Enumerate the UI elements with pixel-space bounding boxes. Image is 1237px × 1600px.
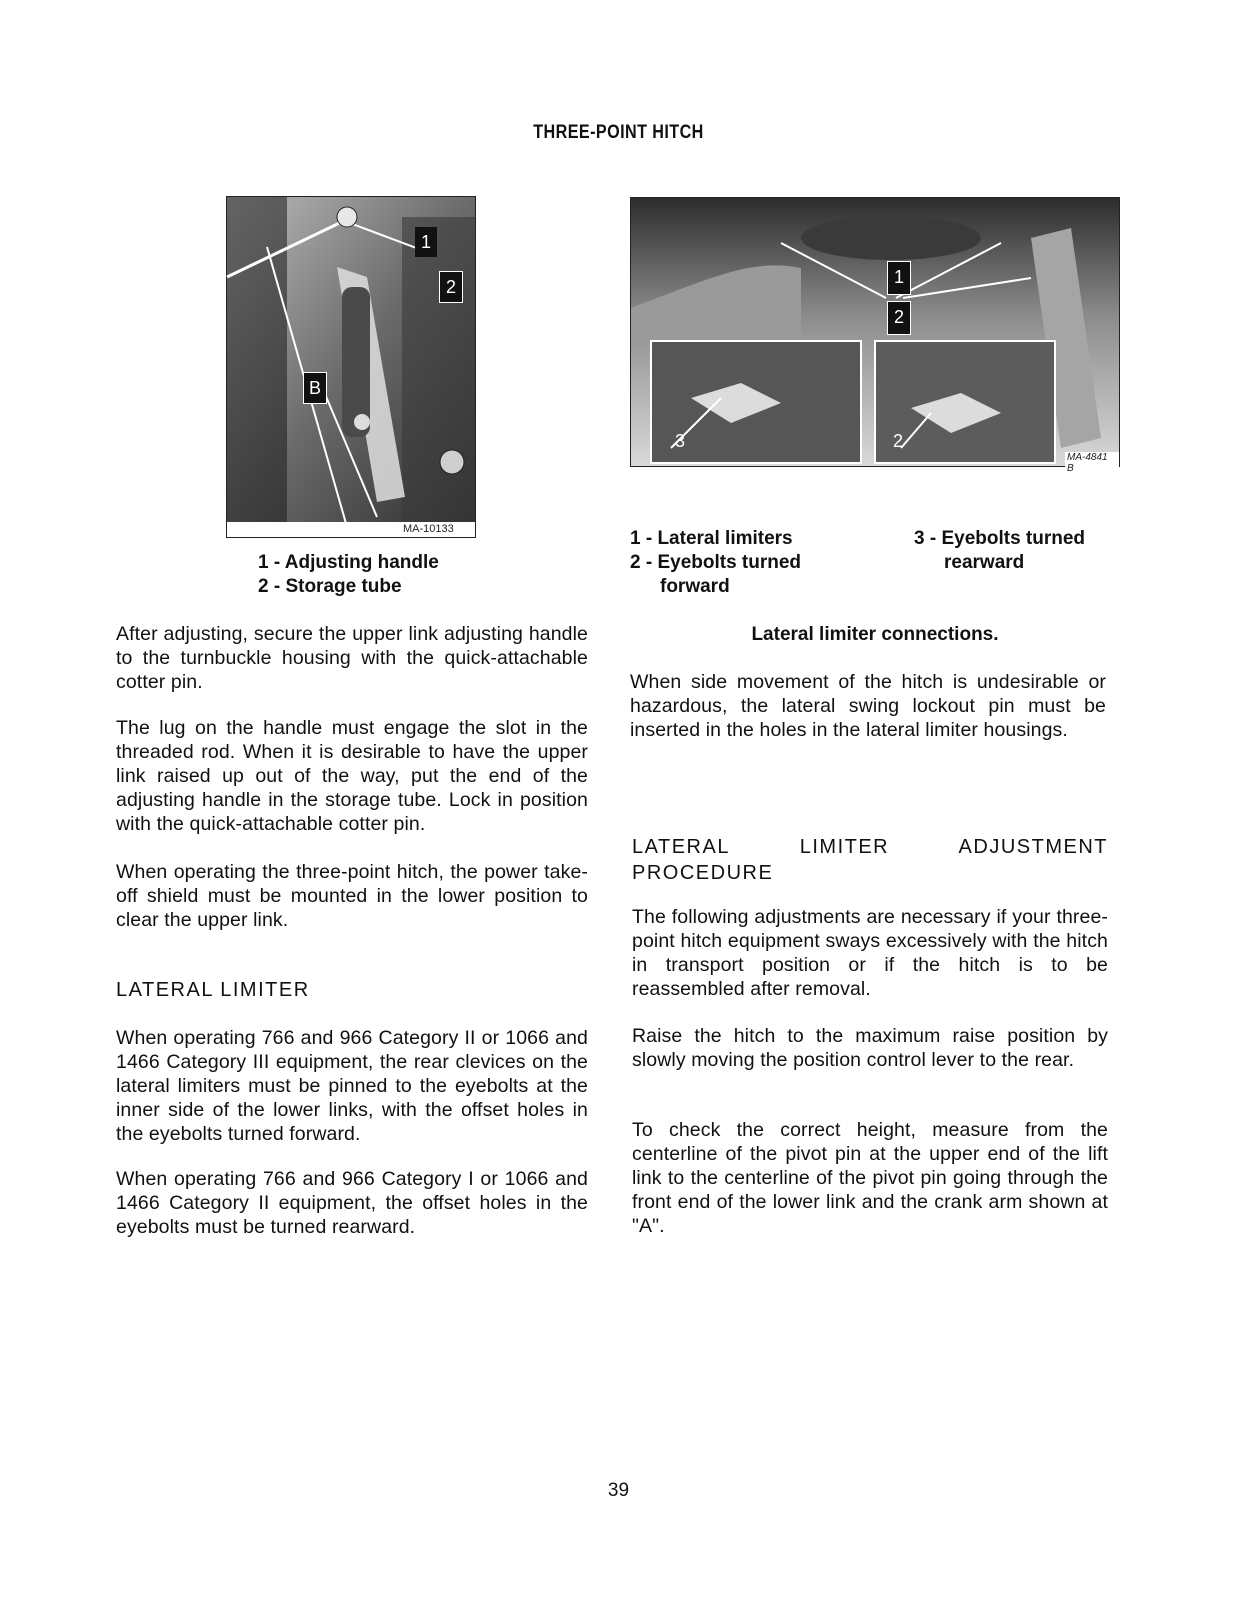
page-number: 39 — [607, 1480, 630, 1501]
adjusting-handle-photo — [226, 196, 476, 538]
section-heading: LATERAL LIMITER ADJUSTMENT PROCEDURE — [632, 836, 1108, 884]
caption-eyebolts-forward: 2 - Eyebolts turned — [630, 552, 802, 573]
figure-title: Lateral limiter connections. — [751, 624, 999, 645]
page-title: THREE-POINT HITCH — [533, 122, 704, 143]
callout-2: 2 — [887, 301, 911, 335]
figure-stamp: MA-4841 B — [1065, 452, 1119, 474]
inset-label-3: 3 — [675, 431, 686, 451]
callout-1: 1 — [887, 261, 911, 295]
caption-eyebolts-rearward: 3 - Eyebolts turned — [914, 528, 1086, 549]
section-heading: LATERAL LIMITER — [116, 979, 310, 1001]
paragraph: When operating 766 and 966 Category II or 1066 and 1466 Category III equipment, the rear clevices on the lateral limiters must be pinned to the eyebolts at the inner side of the lower links, with the offset holes in the eyebolts turned forward. — [116, 1027, 588, 1145]
paragraph: When operating 766 and 966 Category I or 1066 and 1466 Category II equipment, the offset holes in the eyebolts must be turned rearward. — [116, 1168, 588, 1238]
caption-storage-tube: 2 - Storage tube — [258, 576, 402, 597]
paragraph: After adjusting, secure the upper link adjusting handle to the turnbuckle housing with the quick-attachable cotter pin. — [116, 623, 588, 693]
paragraph: When side movement of the hitch is undesirable or hazardous, the lateral swing lockout pin must be inserted in the holes in the lateral limiter housings. — [630, 671, 1106, 741]
callout-b: B — [303, 372, 327, 404]
photo-illustration-right — [631, 198, 1119, 466]
photo-illustration — [227, 197, 475, 537]
paragraph: To check the correct height, measure from the centerline of the pivot pin at the upper end of the lift link to the centerline of the pivot pin going through the front end of the lower link and the crank arm shown at "A". — [632, 1119, 1108, 1237]
paragraph: The following adjustments are necessary if your three-point hitch equipment sways excessively with the hitch in transport position or if the hitch is to be reassembled after removal. — [632, 906, 1108, 1000]
callout-1: 1 — [415, 227, 437, 257]
paragraph: The lug on the handle must engage the slot in the threaded rod. When it is desirable to have the upper link raised up out of the way, put the end of the adjusting handle in the storage tube. Lock in position with the quick-attachable cotter pin. — [116, 717, 588, 835]
caption-lateral-limiters: 1 - Lateral limiters — [630, 528, 793, 549]
caption-adjusting-handle: 1 - Adjusting handle — [258, 552, 439, 573]
caption-eyebolts-forward-cont: forward — [660, 576, 730, 597]
caption-eyebolts-rearward-cont: rearward — [944, 552, 1025, 573]
figure-stamp: MA-10133 — [403, 523, 454, 535]
paragraph: When operating the three-point hitch, the power take-off shield must be mounted in the lower position to clear the upper link. — [116, 861, 588, 931]
lateral-limiter-photo — [630, 197, 1120, 474]
paragraph: Raise the hitch to the maximum raise position by slowly moving the position control lever to the rear. — [632, 1025, 1108, 1071]
inset-label-2: 2 — [893, 431, 904, 451]
callout-2: 2 — [439, 271, 463, 303]
